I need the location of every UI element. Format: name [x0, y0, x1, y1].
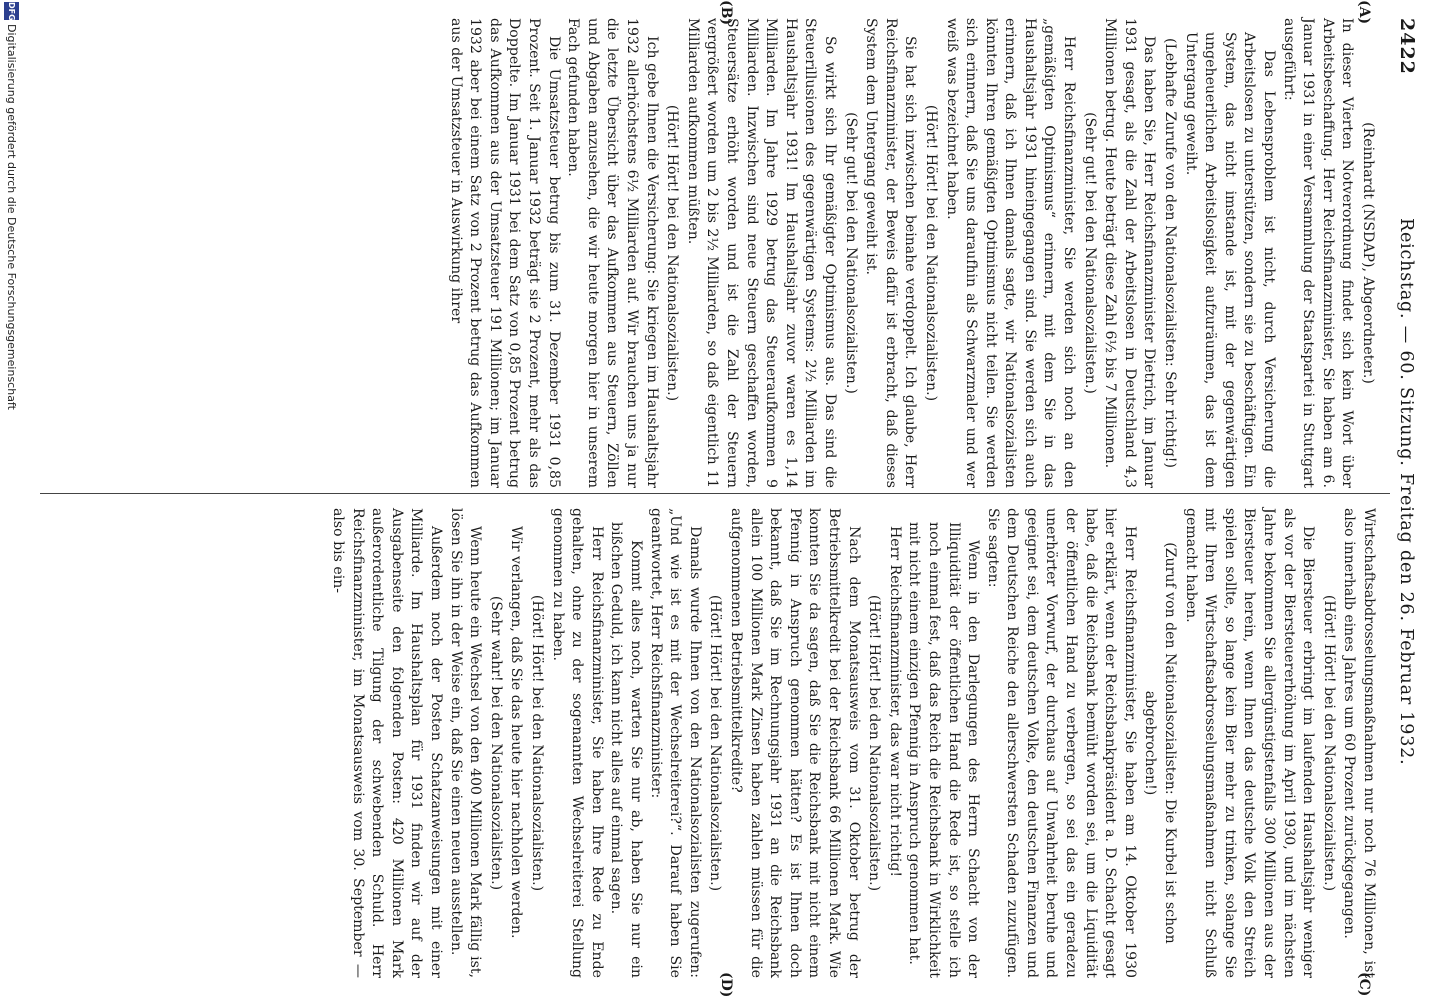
paragraph: So wirkt sich Ihr gemäßigter Optimismus aus. Das sind die Steuerillusionen des gegenwärtigen Systems: 2½ Milliarden im Haushaltsjahr 1931! Im Haushaltsjahr zuvor waren es 1,14 Milliarden. Im Jahre 1929 betrug das Steueraufkommen 9 Milliarden. Inzwischen sind neue Steuern geschaffen worden, Steuersätze erhöht worden und ist die Zahl der Steuern vergrößert worden um 2 bis 2½ Milliarden, so daß eigentlich 11 Milliarden aufkommen müßten.	[684, 18, 838, 488]
margin-mark-b: (B)	[718, 0, 734, 26]
paragraph: Herr Reichsfinanzminister, Sie werden sich noch an den „gemäßigten Optimismus“ erinnern, mit dem Sie in das Haushaltsjahr 1931 hineingegangen sind. Sie werden sich auch erinnern, daß ich Ihnen damals sagte, wir Nationalsozialisten könnten Ihren gemäßigten Optimismus nicht teilen. Sie werden sich erinnern, daß Sie uns daraufhin als Schwarzmaler und wer weiß was bezeichnet haben.	[943, 18, 1078, 488]
interjection: (Hört! Hört! bei den Nationalsozialisten.)	[922, 104, 939, 402]
digitization-credit: Digitalisierung gefördert durch die Deutsche Forschungsgemeinschaft	[5, 24, 18, 410]
interjection: (Hört! Hört! bei den Nationalsozialisten.)	[1320, 594, 1337, 892]
quoted-passage: Wenn in den Darlegungen des Herrn Schacht von der Illiquidität der öffentlichen Hand die Rede ist, so stelle ich noch einmal fest, daß das Reich die Reichsbank in Wirklichkeit mit nicht einem einzigen Pfennig in Anspruch genommen hat.	[906, 522, 982, 978]
paragraph: Wir verlangen, daß Sie das heute hier nachholen werden.	[508, 526, 525, 939]
interjection: (Zuruf von den Nationalsozialisten: Die Kurbel ist schon abgebrochen!)	[1142, 542, 1179, 944]
paragraph: Sie hat sich inzwischen beinahe verdoppelt. Ich glaube, Herr Reichsfinanzminister, der Beweis dafür ist erbracht, daß dieses System dem Untergang geweiht ist.	[863, 18, 919, 488]
interjection: (Hört! Hört! bei den Nationalsozialisten.)	[664, 104, 681, 402]
interjection: (Reinhardt (NSDAP), Abgeordneter.)	[1360, 122, 1376, 384]
paragraph: Ich gebe Ihnen die Versicherung: Sie kriegen im Haushaltsjahr 1932 allerhöchstens 6½ Milliarden auf. Wir brauchen uns ja nur die letzte Übersicht über das Aufkommen aus Steuern, Zöllen und Abgaben anzusehen, die wir heute morgen hier in unserem Fach gefunden haben.	[565, 18, 660, 488]
page-number: 2422	[1396, 18, 1418, 75]
running-title: Reichstag. — 60. Sitzung. Freitag den 26. Februar 1932.	[1396, 218, 1416, 766]
page-header	[1386, 18, 1420, 983]
paragraph: Herr Reichsfinanzminister, Sie haben am 14. Oktober 1930 hier erklärt, wenn der Reichsbankpräsident a. D. Schacht gesagt habe, daß die Reichsbank bemüht worden sei, um die Liquidität der öffentlichen Hand zu verbergen, so sei das ein geradezu unerhörter Vorwurf, der durchaus auf Unwahrheit beruhe und geeignet sei, dem deutschen Volke, den deutschen Finanzen und dem Deutschen Reiche den allerschwersten Schaden zuzufügen. Sie sagten:	[984, 508, 1138, 978]
paragraph: Herr Reichsfinanzminister, das war nicht richtig!	[886, 526, 903, 878]
paragraph: Damals wurde Ihnen von den Nationalsozialisten zugerufen: „Und wie ist es mit der Wechselreiterei?“. Darauf haben Sie geantwortet, Herr Reichsfinanzminister:	[647, 508, 703, 978]
interjection: (Lebhafte Zurufe von den Nationalsozialisten: Sehr richtig!)	[1162, 38, 1179, 468]
interjection: (Sehr gut! bei den Nationalsozialisten.)	[842, 112, 859, 394]
paragraph: In dieser Vierten Notverordnung findet sich kein Wort über Arbeitsbeschaffung. Herr Reichsfinanzminister, Sie haben am 6. Januar 1931 in einer Versammlung der Staatspartei in Stuttgart ausgeführt:	[1280, 18, 1356, 488]
paragraph: Wenn heute ein Wechsel von den 400 Millionen Mark fällig ist, lösen Sie ihn in der Weise ein, daß Sie einen neuen ausstellen.	[447, 508, 484, 978]
interjection: (Hört! Hört! bei den Nationalsozialisten.)	[707, 594, 724, 892]
margin-mark-d: (D)	[718, 972, 734, 998]
quoted-passage: Das Lebensproblem ist nicht, durch Versicherung die Arbeitslosen zu unterstützen, sondern sie zu beschäftigen. Ein System, das nicht imstande ist, mit der gegenwärtigen ungeheuerlichen Arbeitslosigkeit aufzuräumen, das ist dem Untergang geweiht.	[1182, 32, 1278, 488]
left-column	[445, 18, 1378, 488]
digitization-footer	[0, 0, 20, 1000]
margin-mark-a: (A)	[1356, 0, 1372, 25]
column-divider	[40, 493, 1390, 494]
dfg-logo: DFG	[4, 2, 19, 20]
paragraph: Herr Reichsfinanzminister, Sie haben Ihre Rede zu Ende gehalten, ohne zu der sogenannten Wechselreiterei Stellung genommen zu haben.	[549, 508, 605, 978]
paragraph: Nach dem Monatsausweis vom 31. Oktober betrug der Betriebsmittelkredit bei der Reichsbank 66 Millionen Mark. Wie konnten Sie da sagen, daß Sie die Reichsbank mit nicht einem Pfennig in Anspruch genommen hätten? Es ist Ihnen doch bekannt, daß Sie im Rechnungsjahr 1931 an die Reichsbank allein 100 Millionen Mark Zinsen haben zahlen müssen für die aufgenommenen Betriebsmittelkredite?	[728, 508, 862, 978]
margin-mark-c: (C)	[1356, 972, 1372, 997]
paragraph: Die Umsatzsteuer betrug bis zum 31. Dezember 1931 0,85 Prozent. Seit 1. Januar 1932 beträgt sie 2 Prozent, mehr als das Doppelte. Im Januar 1931 bei dem Satz von 0,85 Prozent betrug das Aufkommen aus der Umsatzsteuer 191 Millionen; im Januar 1932 aber bei einem Satz von 2 Prozent betrug das Aufkommen aus der Umsatzsteuer in Auswirkung ihrer	[447, 18, 562, 488]
interjection: (Hört! Hört! bei den Nationalsozialisten.)	[529, 594, 546, 892]
paragraph: Das haben Sie, Herr Reichsfinanzminister Dietrich, im Januar 1931 gesagt, als die Zahl der Arbeitslosen in Deutschland 4,3 Millionen betrug. Heute beträgt diese Zahl 6½ bis 7 Millionen.	[1102, 18, 1158, 488]
paragraph: Wirtschaftsabdrosselungsmaßnahmen nur noch 76 Millionen, ist also innerhalb eines Jahres um 60 Prozent zurückgegangen.	[1341, 508, 1377, 978]
right-column	[328, 508, 1378, 978]
interjection: (Sehr gut! bei den Nationalsozialisten.)	[1081, 112, 1098, 394]
paragraph: Außerdem noch der Posten Schatzanweisungen mit einer Milliarde. Im Haushaltsplan für 1931 finden wir auf der Ausgabenseite den folgenden Posten: 420 Millionen Mark außerordentliche Tilgung der schwebenden Schuld. Herr Reichsfinanzminister, im Monatsausweis vom 30. September — also bis ein-	[330, 508, 445, 978]
quoted-passage: Kommt alles noch, warten Sie nur ab, haben Sie nur ein bißchen Geduld, ich kann nicht alles auf einmal sagen.	[608, 522, 645, 978]
interjection: (Hört! Hört! bei den Nationalsozialisten.)	[866, 594, 883, 892]
interjection: (Sehr wahr! bei den Nationalsozialisten.)	[487, 595, 504, 891]
paragraph: Die Biersteuer erbringt im laufenden Haushaltsjahr weniger als vor der Biersteuererhöhung im April 1930, und im nächsten Jahre bekommen Sie allergünstigstenfalls 300 Millionen aus der Biersteuer herein, wenn Ihnen das deutsche Volk den Streich spielen sollte, so lange kein Bier mehr zu trinken, solange Sie mit Ihren Wirtschaftsabdrosselungsmaßnahmen nicht Schluß gemacht haben.	[1182, 508, 1317, 978]
